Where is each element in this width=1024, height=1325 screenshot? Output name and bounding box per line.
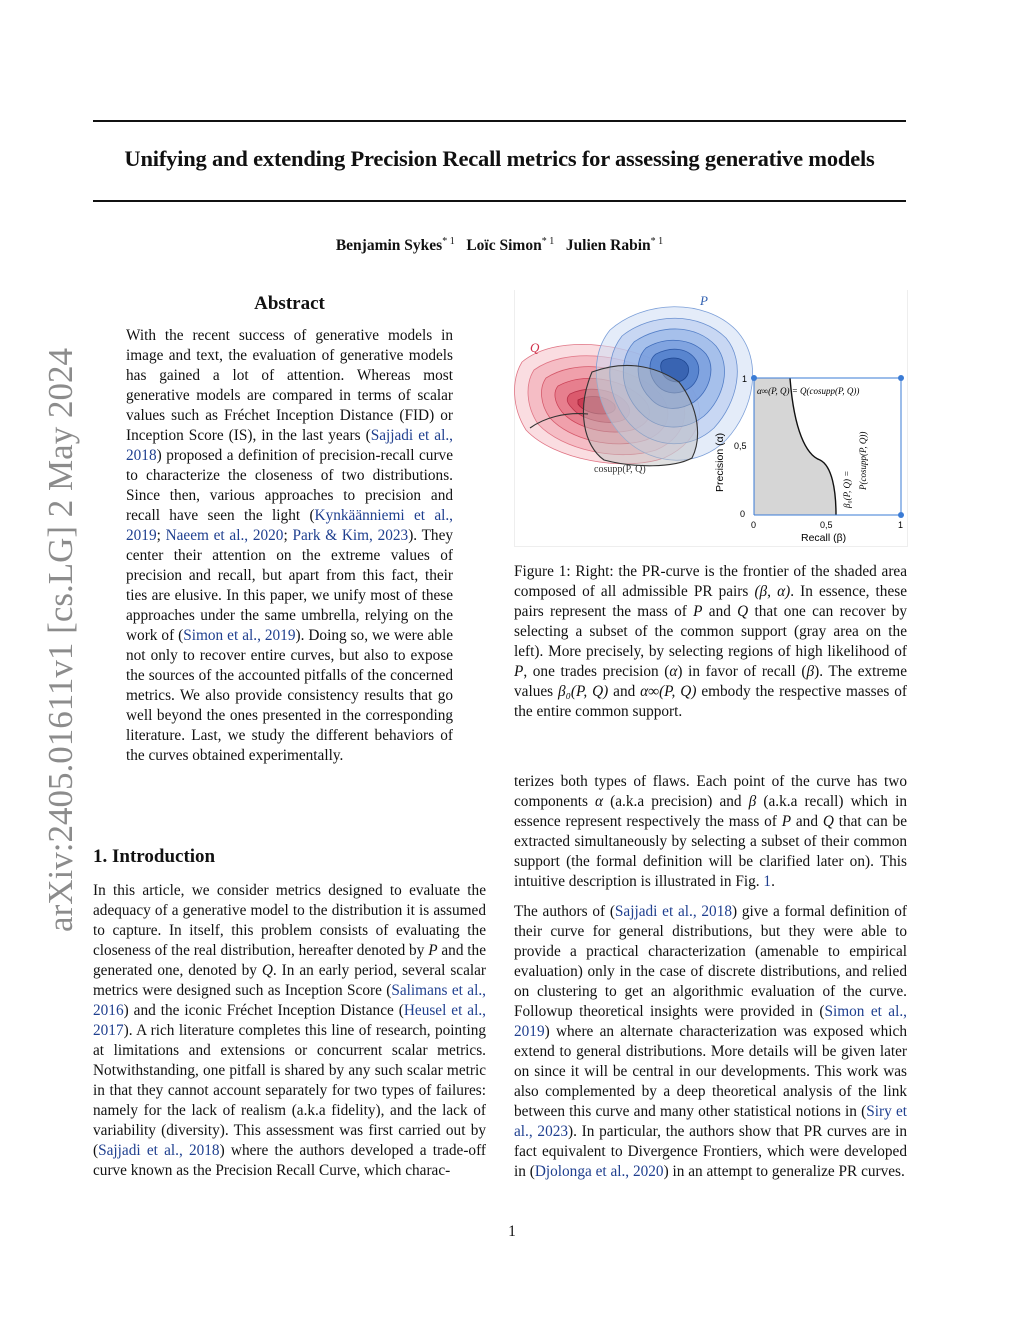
- label-q: Q: [530, 340, 540, 355]
- caption-text: ) in favor of recall (: [677, 663, 807, 680]
- citation-link[interactable]: Salimans et al., 2016: [93, 982, 486, 1019]
- separator: ;: [156, 527, 166, 544]
- citation-link[interactable]: Sajjadi et al., 2018: [614, 903, 732, 920]
- abstract-text: ). Doing so, we were able not only to recover entire curves, but also to expose the sources of the accounted pitfalls of the concerned metrics. We also provide consistency results that go well beyond the ones presented in the corresponding literature. Last, we study the different behaviors of the curves obtained experimentally.: [126, 627, 453, 764]
- caption-text: and: [608, 683, 641, 700]
- author-list: [93, 236, 906, 255]
- body-text: ) in an attempt to generalize PR curves.: [663, 1163, 905, 1180]
- body-text: (a.k.a recall) which in essence represent respectively the mass of: [514, 793, 907, 830]
- author-1-mark: * 1: [442, 236, 455, 247]
- body-text: ) and the iconic Fréchet Inception Distance (: [123, 1002, 404, 1019]
- y-tick-05: 0,5: [734, 441, 747, 451]
- alpha-inf-annotation: α∞(P, Q) = Q(cosupp(P, Q)): [757, 386, 860, 396]
- citation-link[interactable]: Simon et al., 2019: [514, 1003, 907, 1040]
- title-bottom-rule: [93, 200, 906, 202]
- body-text: In this article, we consider metrics designed to evaluate the adequacy of a generative model to the distribution it is assumed to capture. In itself, this problem consists of evaluating the closeness of the real distribution, hereafter denoted by: [93, 882, 486, 959]
- math-symbol: α: [669, 663, 678, 680]
- body-text: The authors of (: [514, 903, 615, 920]
- caption-text: and: [702, 603, 738, 620]
- abstract-body: [126, 326, 453, 766]
- math-symbol: P: [781, 813, 792, 830]
- arxiv-stamp: arXiv:2405.01611v1 [cs.LG] 2 May 2024: [41, 348, 80, 932]
- math-symbol: α∞(P, Q): [640, 683, 697, 700]
- caption-text: , one trades precision (: [523, 663, 670, 680]
- body-text: ) where an alternate characterization was exposed which extend to general distributions. More details will be given later on since it will be central in our developments. This work was also complemented by a deep theoretical analysis of the link between this curve and many other statistical notions in (: [514, 1023, 907, 1120]
- citation-link[interactable]: Djolonga et al., 2020: [534, 1163, 664, 1180]
- abstract-text: With the recent success of generative models in image and text, the evaluation of generative models has gained a lot of attention. Whereas most generative models are compared in terms of scalar values such as Fréchet Inception Distance (FID) or Inception Score (IS), in the last years (: [126, 327, 453, 444]
- body-text: and: [791, 813, 823, 830]
- math-symbol: β: [748, 793, 757, 810]
- label-p: P: [700, 293, 708, 308]
- math-symbol: (β, α): [754, 583, 791, 600]
- math-symbol: P: [428, 942, 438, 959]
- section-heading-introduction: 1. Introduction: [93, 846, 216, 867]
- citation-link[interactable]: Sajjadi et al., 2018: [126, 427, 453, 464]
- right-column-paragraph-1: [514, 772, 907, 892]
- y-tick-1: 1: [742, 374, 748, 384]
- citation-link[interactable]: Siry et al., 2023: [514, 1103, 907, 1140]
- math-symbol: Q: [822, 813, 834, 830]
- abstract-text: ) proposed a definition of precision-recall curve to characterize the closeness of two distributions. Since then, various approaches to precision and recall have seen the light (: [126, 447, 453, 524]
- separator: ;: [283, 527, 293, 544]
- x-tick-0: 0: [751, 520, 757, 530]
- math-symbol: β₀(P, Q): [557, 683, 609, 700]
- point-top-right: [898, 375, 904, 381]
- y-axis-label: Precision (α): [714, 432, 726, 492]
- figure-reference-link[interactable]: 1: [763, 873, 772, 890]
- caption-text: Figure 1: Right: the PR-curve is the frontier of the shaded area composed of all admissible PR pairs: [514, 563, 907, 600]
- body-text: ). In particular, the authors show that PR curves are in fact equivalent to Divergence Frontiers, which were developed in (: [514, 1123, 907, 1180]
- x-tick-1: 1: [898, 520, 904, 530]
- math-symbol: P: [514, 663, 524, 680]
- abstract-text: ). They center their attention on the extreme values of precision and recall, but apart from this fact, their ties are elusive. In this paper, we unify most of these approaches under the same umbrella, relying on the work of (: [126, 527, 454, 644]
- body-text: . In an early period, several scalar metrics were designed such as Inception Score (: [93, 962, 487, 999]
- introduction-body: [93, 881, 486, 1181]
- abstract-heading: Abstract: [254, 293, 325, 314]
- caption-text: . In essence, these pairs represent the mass of: [514, 583, 907, 620]
- math-symbol: Q: [737, 603, 749, 620]
- author-3: Julien Rabin: [565, 237, 651, 255]
- paper-title: Unifying and extending Precision Recall metrics for assessing generative models: [124, 146, 875, 171]
- citation-link[interactable]: Sajjadi et al., 2018: [98, 1142, 220, 1159]
- body-text: and the generated one, denoted by: [93, 942, 486, 979]
- body-text: that can be extracted simultaneously by selecting a subset of their common support (the formal definition will be clarified later on). This intuitive description is illustrated in Fig.: [514, 813, 907, 890]
- label-cosupp: cosupp(P, Q): [594, 464, 646, 475]
- y-tick-0: 0: [740, 509, 746, 519]
- admissible-region: [754, 378, 836, 515]
- beta0-annotation-1: β₀(P, Q) =: [842, 470, 852, 508]
- citation-link[interactable]: Naeem et al., 2020: [165, 527, 284, 544]
- body-text: ). A rich literature completes this line of research, pointing at limitations and extensions or concurrent scalar metrics. Notwithstanding, one pitfall is shared by any such scalar metric in that they cannot account separately for two types of failures: namely for the lack of realism (a.k.a fidelity), and the lack of variability (diversity). This assessment was first carried out by (: [93, 1022, 486, 1159]
- citation-link[interactable]: Park & Kim, 2023: [292, 527, 409, 544]
- author-2-mark: * 1: [541, 236, 555, 247]
- author-3-mark: * 1: [650, 236, 664, 247]
- beta0-annotation-2: P(cosupp(P, Q)): [858, 431, 868, 490]
- figure-1: [514, 290, 907, 548]
- citation-link[interactable]: Heusel et al., 2017: [93, 1002, 486, 1039]
- body-text: ) where the authors developed a trade-off curve known as the Precision Recall Curve, which charac-: [93, 1142, 486, 1179]
- caption-text: ). The extreme values: [514, 663, 907, 700]
- math-symbol: Q: [261, 962, 273, 979]
- math-symbol: α: [595, 793, 604, 810]
- body-text: ) give a formal definition of their curve for general distributions, but they were able to provide a practical characterization (amenable to empirical evaluation) only in the case of discrete distributions, and relied on clustering to get an algorithmic evaluation of the curve. Followup theoretical insights were provided in (: [514, 903, 907, 1020]
- author-1: Benjamin Sykes: [335, 237, 443, 255]
- page-number: 1: [508, 1223, 516, 1240]
- figure-1-caption: [514, 562, 907, 722]
- x-axis-label: Recall (β): [801, 532, 847, 544]
- citation-link[interactable]: Kynkäänniemi et al., 2019: [126, 507, 454, 544]
- x-tick-05: 0,5: [820, 520, 833, 530]
- point-top-left: [751, 375, 757, 381]
- author-2: Loïc Simon: [466, 237, 542, 255]
- figure-1-graphic: [514, 290, 907, 548]
- body-text: terizes both types of flaws. Each point of the curve has two components: [514, 773, 907, 810]
- caption-text: that one can recover by selecting a subset of the common support (gray area on the left). More precisely, by selecting regions of high likelihood of: [514, 603, 907, 660]
- top-rule: [93, 120, 906, 122]
- math-symbol: P: [693, 603, 703, 620]
- right-column-paragraph-2: [514, 902, 907, 1182]
- body-text: .: [771, 873, 775, 890]
- caption-text: embody the respective masses of the entire common support.: [514, 683, 907, 720]
- body-text: (a.k.a precision) and: [603, 793, 749, 810]
- citation-link[interactable]: Simon et al., 2019: [183, 627, 296, 644]
- math-symbol: β: [806, 663, 815, 680]
- point-bottom-right: [898, 512, 904, 518]
